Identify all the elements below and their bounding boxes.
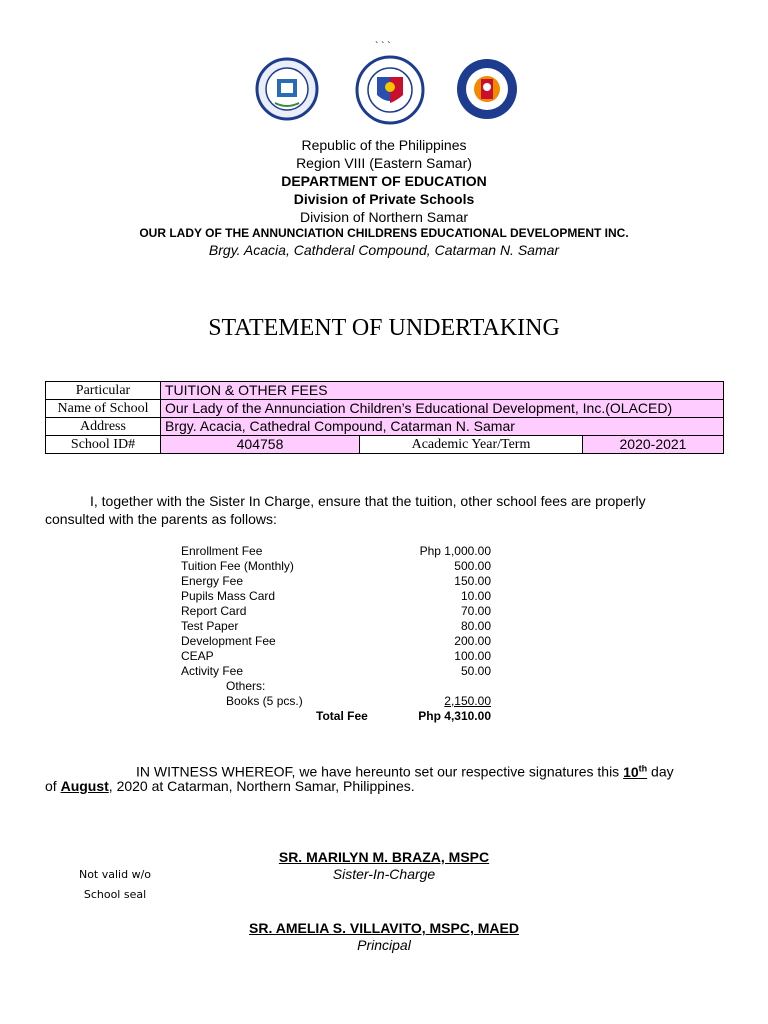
intro-line-2: consulted with the parents as follows:: [45, 511, 277, 527]
info-table: [45, 381, 724, 454]
academic-year-value: 2020-2021: [583, 436, 724, 454]
fee-label: Activity Fee: [181, 664, 244, 678]
academic-year-label: Academic Year/Term: [360, 436, 583, 454]
day-suffix: th: [638, 763, 648, 773]
particular-value: TUITION & OTHER FEES: [161, 382, 724, 400]
fee-label: Development Fee: [181, 634, 276, 648]
school-label: Name of School: [46, 400, 161, 418]
header-region: Region VIII (Eastern Samar): [296, 155, 472, 171]
signatory-2-role: Principal: [357, 937, 411, 953]
books-label: Books (5 pcs.): [226, 694, 303, 708]
seal-note-line-1: Not valid w/o: [78, 868, 152, 881]
total-row: [181, 709, 501, 724]
fee-label: Report Card: [181, 604, 247, 618]
list-item: [181, 544, 501, 559]
witness-text: IN WITNESS WHEREOF, we have hereunto set our respective signatures this: [136, 763, 624, 780]
fee-amount: 500.00: [454, 559, 491, 573]
witness-day-word: day: [647, 763, 674, 780]
seal-note-line-2: School seal: [83, 888, 147, 901]
list-item: [181, 664, 501, 679]
fee-label: CEAP: [181, 649, 214, 663]
table-row: [46, 382, 724, 400]
school-seal-logo: [255, 57, 319, 121]
fee-amount: 150.00: [454, 574, 491, 588]
fee-amount: 80.00: [460, 619, 491, 633]
fee-label: Tuition Fee (Monthly): [181, 559, 294, 573]
fee-label: Energy Fee: [181, 574, 244, 588]
header-republic: Republic of the Philippines: [301, 137, 467, 153]
school-id-value: 404758: [161, 436, 360, 454]
fee-amount: 50.00: [460, 664, 491, 678]
table-row: [46, 418, 724, 436]
fee-label: Pupils Mass Card: [181, 589, 276, 603]
list-item: [181, 604, 501, 619]
decorative-marks: ` ` `: [375, 41, 391, 52]
fee-amount: 100.00: [454, 649, 491, 663]
witness-day: [623, 764, 647, 780]
signatory-2-name: SR. AMELIA S. VILLAVITO, MSPC, MAED: [249, 920, 519, 936]
list-item: [181, 634, 501, 649]
table-row: [46, 400, 724, 418]
list-item: [181, 559, 501, 574]
fee-amount: Php 1,000.00: [419, 544, 491, 558]
header-school-name: OUR LADY OF THE ANNUNCIATION CHILDRENS EDUCATIONAL DEVELOPMENT INC.: [139, 226, 629, 240]
fee-label: Enrollment Fee: [181, 544, 263, 558]
particular-label: Particular: [46, 382, 161, 400]
list-item: [181, 649, 501, 664]
list-item: [181, 574, 501, 589]
header-division-private: Division of Private Schools: [293, 191, 475, 207]
signatory-1-name: SR. MARILYN M. BRAZA, MSPC: [278, 849, 490, 865]
signatory-1-role: Sister-In-Charge: [332, 866, 436, 882]
others-label: Others:: [226, 679, 266, 693]
witness-place: , 2020 at Catarman, Northern Samar, Philippines.: [108, 778, 415, 794]
fee-label: Test Paper: [181, 619, 239, 633]
division-seal-logo: [455, 57, 519, 121]
total-amount: Php 4,310.00: [418, 709, 491, 723]
fee-amount: 200.00: [454, 634, 491, 648]
school-id-label: School ID#: [46, 436, 161, 454]
table-row: [46, 436, 724, 454]
fee-list: [181, 544, 501, 724]
header-division-northern: Division of Northern Samar: [299, 209, 469, 225]
fee-amount: 10.00: [460, 589, 491, 603]
school-value: Our Lady of the Annunciation Children’s Educational Development, Inc.(OLACED): [161, 400, 724, 418]
document-title: STATEMENT OF UNDERTAKING: [208, 315, 560, 341]
intro-line-1: I, together with the Sister In Charge, ensure that the tuition, other school fees are properly: [90, 493, 646, 509]
list-item: [181, 589, 501, 604]
deped-seal-logo: [355, 55, 425, 125]
fee-amount: 70.00: [460, 604, 491, 618]
list-item: [181, 619, 501, 634]
books-amount: 2,150.00: [444, 694, 491, 708]
list-item: [181, 694, 501, 709]
day-number: 10: [623, 763, 639, 780]
witness-line-2: [45, 777, 415, 795]
total-label: Total Fee: [316, 709, 368, 723]
witness-of: of: [45, 778, 61, 794]
header-department: DEPARTMENT OF EDUCATION: [281, 173, 487, 189]
address-value: Brgy. Acacia, Cathedral Compound, Catarman N. Samar: [161, 418, 724, 436]
header-school-address: Brgy. Acacia, Cathderal Compound, Catarman N. Samar: [208, 242, 560, 258]
witness-month: August: [60, 778, 109, 794]
address-label: Address: [46, 418, 161, 436]
